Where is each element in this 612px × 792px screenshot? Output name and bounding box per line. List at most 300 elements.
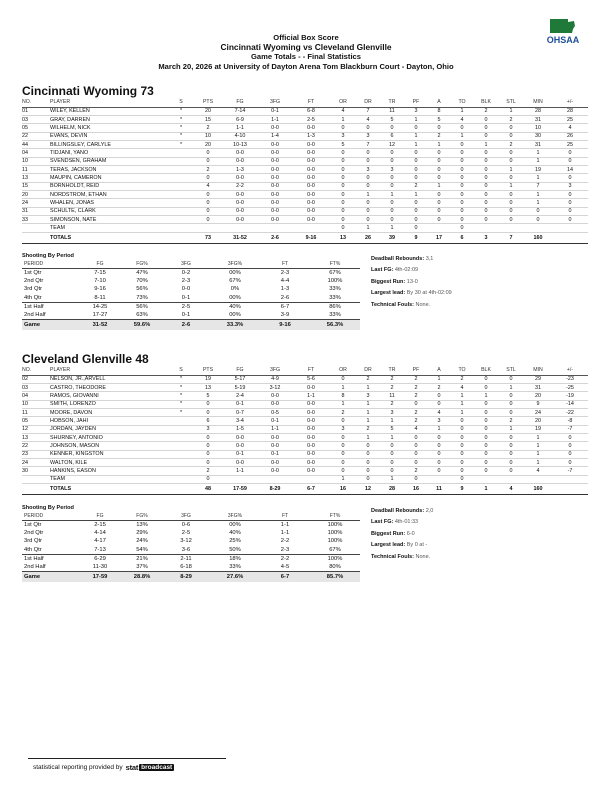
period-cell: 31-52 [78,320,122,330]
largest-lead-note: Largest lead: By 0 at - [371,542,428,549]
period-cell: 100% [327,529,343,536]
col-player: BORNHOLDT, REID [50,182,168,190]
col-player: MOORE, DAVON [50,408,168,416]
col-3fg: 0-0 [258,458,292,466]
col-blk [474,475,498,483]
col-or: 16 [330,483,356,494]
col-to: 0 [450,165,474,173]
col-blk: 0 [474,182,498,190]
period-row [22,520,360,529]
col-starter [168,483,194,494]
shooting-by-period-title: Shooting By Period [22,253,74,259]
col-starter [168,475,194,483]
col-tr: 0 [380,442,404,450]
col-player: SHURNEY, ANTONIO [50,433,168,441]
col-starter: * [168,392,194,400]
col-plusminus: 4 [552,124,588,132]
period-cell: 80% [329,564,341,571]
col-plusminus: 0 [552,450,588,458]
col-tr: 3 [380,165,404,173]
col-blk: 1 [474,392,498,400]
col-to: 0 [450,140,474,148]
col-stl: 0 [498,450,524,458]
col-tr: 0 [380,157,404,165]
col-ft: 0-0 [292,450,330,458]
player-row [22,199,588,207]
col-no: 22 [22,132,50,140]
col-pts-header: PTS [194,98,222,107]
game-notes [371,254,452,311]
col-or-header: OR [330,98,356,107]
col-stl: 1 [498,165,524,173]
period-cell: 1st Half [22,554,78,563]
col-dr: 0 [356,207,380,215]
col-min: 31 [524,383,552,391]
col-ft: 0-0 [292,442,330,450]
col-pf: 0 [404,157,428,165]
col-plusminus [552,475,588,483]
col-to: 0 [450,442,474,450]
col-min: 160 [524,483,552,494]
col-pf: 16 [404,483,428,494]
col-blk: 1 [474,140,498,148]
col-or: 3 [330,425,356,433]
col-min: 1 [524,458,552,466]
col-tr: 0 [380,458,404,466]
col-pts: 6 [194,417,222,425]
period-cell: 2-15 [78,520,122,529]
col-starter-header: S [168,98,194,107]
player-row [22,132,588,140]
col-ft: 0-0 [292,383,330,391]
period-col-header: 3FG% [227,512,243,519]
period-header-row [22,512,360,520]
col-dr: 3 [356,165,380,173]
col-starter: * [168,115,194,123]
col-starter [168,433,194,441]
col-to: 1 [450,400,474,408]
col-to: 0 [450,124,474,132]
col-or: 13 [330,232,356,243]
col-stl: 0 [498,215,524,223]
col-blk: 3 [474,232,498,243]
col-a: 3 [428,417,450,425]
col-player: TOTALS [50,483,168,494]
col-dr: 1 [356,433,380,441]
col-tr-header: TR [380,98,404,107]
player-row [22,450,588,458]
col-stl: 0 [498,392,524,400]
game-total-row [22,320,360,330]
col-dr: 0 [356,475,380,483]
col-player: WALTON, KILE [50,458,168,466]
col-3fg: 0-1 [258,450,292,458]
col-no [22,475,50,483]
col-stl [498,224,524,232]
col-tr: 39 [380,232,404,243]
col-3fg: 0-0 [258,182,292,190]
col-no: 23 [22,450,50,458]
col-starter [168,442,194,450]
col-3fg: 0-0 [258,433,292,441]
period-cell: 4-4 [280,277,290,284]
col-to: 1 [450,408,474,416]
period-cell: 85.7% [310,572,360,582]
col-ft: 6-7 [292,483,330,494]
col-blk: 0 [474,165,498,173]
col-player-header: PLAYER [50,366,168,375]
col-pts: 13 [194,383,222,391]
col-no: 13 [22,174,50,182]
period-row [22,294,360,303]
col-stl: 1 [498,425,524,433]
col-stl: 0 [498,157,524,165]
period-cell: 00% [229,294,241,301]
col-no: 10 [22,157,50,165]
col-a [428,475,450,483]
col-player: TEAM [50,475,168,483]
period-cell: 13% [122,520,162,529]
col-3fg: 0-5 [258,408,292,416]
col-fg: 0-0 [222,458,258,466]
period-col-header: 3FG% [227,260,243,267]
col-no [22,232,50,243]
col-ft: 5-6 [292,375,330,383]
col-min: 20 [524,392,552,400]
period-cell: 4th Qtr [24,294,42,301]
col-ft: 9-16 [292,232,330,243]
col-pf: 2 [404,375,428,383]
period-cell: 2-6 [280,294,290,301]
col-ft: 0-0 [292,174,330,182]
period-cell: 2-11 [162,554,210,563]
period-cell: 2-5 [181,529,191,536]
col-a: 1 [428,375,450,383]
period-cell: 24% [136,538,148,545]
col-min: 0 [524,207,552,215]
col-starter [168,199,194,207]
col-blk: 0 [474,442,498,450]
col-dr: 1 [356,190,380,198]
col-fg: 0-1 [222,400,258,408]
period-cell: 2-3 [280,546,290,553]
period-cell: 18% [210,554,260,563]
period-cell: 0-0 [181,286,191,293]
col-or: 0 [330,199,356,207]
col-stl: 0 [498,467,524,475]
col-pf: 2 [404,408,428,416]
period-cell: 6-18 [180,564,192,571]
col-a: 0 [428,149,450,157]
col-or: 0 [330,458,356,466]
col-a: 0 [428,450,450,458]
period-cell: 11-30 [92,564,108,571]
col-or: 2 [330,408,356,416]
shooting-by-period-table [22,512,360,582]
col-dr: 7 [356,140,380,148]
col-ft: 0-0 [292,207,330,215]
col-no: 11 [22,165,50,173]
col-no: 24 [22,458,50,466]
col-to: 0 [450,467,474,475]
col-or: 0 [330,417,356,425]
col-dr: 1 [356,224,380,232]
col-fg: 2-2 [222,182,258,190]
col-min: 30 [524,132,552,140]
col-3fg: 0-0 [258,207,292,215]
col-3fg: 0-1 [258,107,292,115]
col-stl: 0 [498,174,524,182]
totals-row [22,483,588,494]
period-cell: 54% [136,546,148,553]
col-to: 1 [450,392,474,400]
report-header [0,33,612,71]
col-or: 0 [330,207,356,215]
col-a: 17 [428,232,450,243]
col-player: WILHELM, NICK [50,124,168,132]
col-tr: 0 [380,215,404,223]
period-col-header: FT [281,260,289,267]
col-or: 0 [330,433,356,441]
col-ft: 2-5 [292,115,330,123]
col-3fg: 0-0 [258,215,292,223]
period-cell: 56% [136,286,148,293]
col-starter [168,417,194,425]
col-a: 0 [428,124,450,132]
period-col-header: 3FG [181,260,191,267]
col-min: 20 [524,417,552,425]
period-cell: 33.3% [210,320,260,330]
player-row [22,174,588,182]
col-ft: 1-1 [292,392,330,400]
half-row [22,563,360,572]
col-blk: 0 [474,383,498,391]
col-fg: 2-4 [222,392,258,400]
col-tr: 2 [380,400,404,408]
col-pf: 2 [404,417,428,425]
col-a: 0 [428,442,450,450]
period-cell: 0-1 [181,312,191,319]
player-row [22,433,588,441]
col-stl: 0 [498,199,524,207]
col-a: 1 [428,182,450,190]
col-player: NORDSTROM, ETHAN [50,190,168,198]
col-3fg: 2-6 [258,232,292,243]
col-stl: 0 [498,442,524,450]
col-starter: * [168,400,194,408]
col-dr: 0 [356,215,380,223]
period-cell: 2-5 [162,302,210,311]
col-no: 03 [22,115,50,123]
col-pts: 0 [194,442,222,450]
col-min [524,475,552,483]
period-cell: 17-59 [78,572,122,582]
period-cell: 70% [136,277,148,284]
period-cell: 56.3% [310,320,360,330]
period-cell: 2-6 [162,320,210,330]
last-fg-note: Last FG: 4th-02:09 [371,267,419,274]
col-or: 0 [330,149,356,157]
period-col-header: FT [281,512,289,519]
period-row [22,546,360,555]
period-cell: 9-16 [94,286,106,293]
player-row [22,124,588,132]
col-a: 4 [428,408,450,416]
col-no-header: NO. [22,98,50,107]
col-min: 1 [524,442,552,450]
period-cell: 4-14 [94,529,106,536]
col-player: SVENDSEN, GRAHAM [50,157,168,165]
col-3fg: 1-1 [258,115,292,123]
col-to-header: TO [450,98,474,107]
col-a [428,224,450,232]
col-starter [168,174,194,182]
period-cell: 0-1 [181,294,191,301]
period-cell: 8-11 [94,294,106,301]
col-or: 4 [330,107,356,115]
col-to: 0 [450,433,474,441]
col-min: 4 [524,467,552,475]
col-3fg-header: 3FG [258,366,292,375]
col-min: 28 [524,107,552,115]
col-player: JORDAN, JAYDEN [50,425,168,433]
col-or: 0 [330,215,356,223]
team-title: Cincinnati Wyoming 73 [22,84,154,98]
col-to: 0 [450,215,474,223]
col-no: 10 [22,400,50,408]
col-dr: 0 [356,182,380,190]
player-row [22,392,588,400]
col-blk: 0 [474,157,498,165]
col-no: 44 [22,140,50,148]
period-cell: 9-16 [260,320,310,330]
period-cell: 100% [327,538,343,545]
col-min: 31 [524,115,552,123]
col-player: HOBSON, JAHI [50,417,168,425]
col-ft: 0-0 [292,215,330,223]
col-pf-header: PF [404,366,428,375]
period-cell: 1st Qtr [22,268,78,277]
col-or: 0 [330,124,356,132]
col-plusminus-header: +/- [552,366,588,375]
col-a: 0 [428,400,450,408]
col-starter [168,425,194,433]
period-col-header: FG% [136,512,148,519]
col-a: 2 [428,383,450,391]
col-starter [168,165,194,173]
col-tr: 5 [380,115,404,123]
report-subtitle: Game Totals - - Final Statistics [251,52,361,62]
col-a-header: A [428,366,450,375]
col-blk: 0 [474,467,498,475]
col-ft: 0-0 [292,157,330,165]
col-pts: 0 [194,408,222,416]
col-blk: 0 [474,124,498,132]
col-min: 7 [524,182,552,190]
table-header-row [22,366,588,375]
last-fg-note: Last FG: 4th-01:33 [371,519,419,526]
col-stl: 0 [498,207,524,215]
col-3fg: 8-29 [258,483,292,494]
col-to: 0 [450,182,474,190]
col-min: 1 [524,450,552,458]
period-cell: 33% [229,564,241,571]
period-cell: 6-7 [260,302,310,311]
col-pf: 0 [404,442,428,450]
col-plusminus: -23 [552,375,588,383]
col-to: 0 [450,450,474,458]
col-no: 31 [22,207,50,215]
period-cell: 7-15 [78,268,122,277]
col-ft: 0-0 [292,400,330,408]
col-no: 24 [22,199,50,207]
half-row [22,311,360,320]
period-cell: 2nd Half [24,564,46,571]
col-no: 22 [22,442,50,450]
period-header-row [22,260,360,268]
col-ft-header: FT [292,98,330,107]
col-stl: 0 [498,375,524,383]
col-no: 20 [22,190,50,198]
col-starter [168,157,194,165]
col-starter [168,467,194,475]
col-3fg-header: 3FG [258,98,292,107]
col-pts: 0 [194,450,222,458]
col-or: 0 [330,375,356,383]
period-col-header: FG [96,512,104,519]
largest-lead-note: Largest lead: By 30 at 4th-02:09 [371,290,452,297]
col-plusminus: 25 [552,140,588,148]
col-ft: 0-0 [292,458,330,466]
col-plusminus: -19 [552,392,588,400]
col-ft [292,475,330,483]
col-min: 31 [524,140,552,148]
player-row [22,375,588,383]
col-fg: 7-14 [222,107,258,115]
col-to: 0 [450,417,474,425]
col-plusminus: 14 [552,165,588,173]
col-tr: 0 [380,124,404,132]
col-pts: 0 [194,190,222,198]
col-a: 0 [428,458,450,466]
col-stl: 0 [498,433,524,441]
col-fg: 1-1 [222,467,258,475]
period-cell: 28.8% [122,572,162,582]
period-col-header: PERIOD [24,260,44,267]
col-or: 0 [330,157,356,165]
col-3fg: 0-0 [258,400,292,408]
col-to: 6 [450,232,474,243]
period-cell: 33% [329,294,341,301]
matchup-title: Cincinnati Wyoming vs Cleveland Glenville [220,41,392,52]
col-dr-header: DR [356,98,380,107]
col-to: 1 [450,132,474,140]
col-dr: 2 [356,425,380,433]
col-fg: 5-17 [222,375,258,383]
col-stl: 1 [498,383,524,391]
period-cell: 3-12 [180,538,192,545]
col-to: 0 [450,458,474,466]
col-stl: 0 [498,149,524,157]
col-blk-header: BLK [474,366,498,375]
footer-divider [28,758,226,759]
player-row [22,442,588,450]
col-pf: 2 [404,467,428,475]
col-fg: 0-1 [222,450,258,458]
period-cell: 00% [210,268,260,277]
footer [33,763,174,772]
col-stl: 7 [498,232,524,243]
